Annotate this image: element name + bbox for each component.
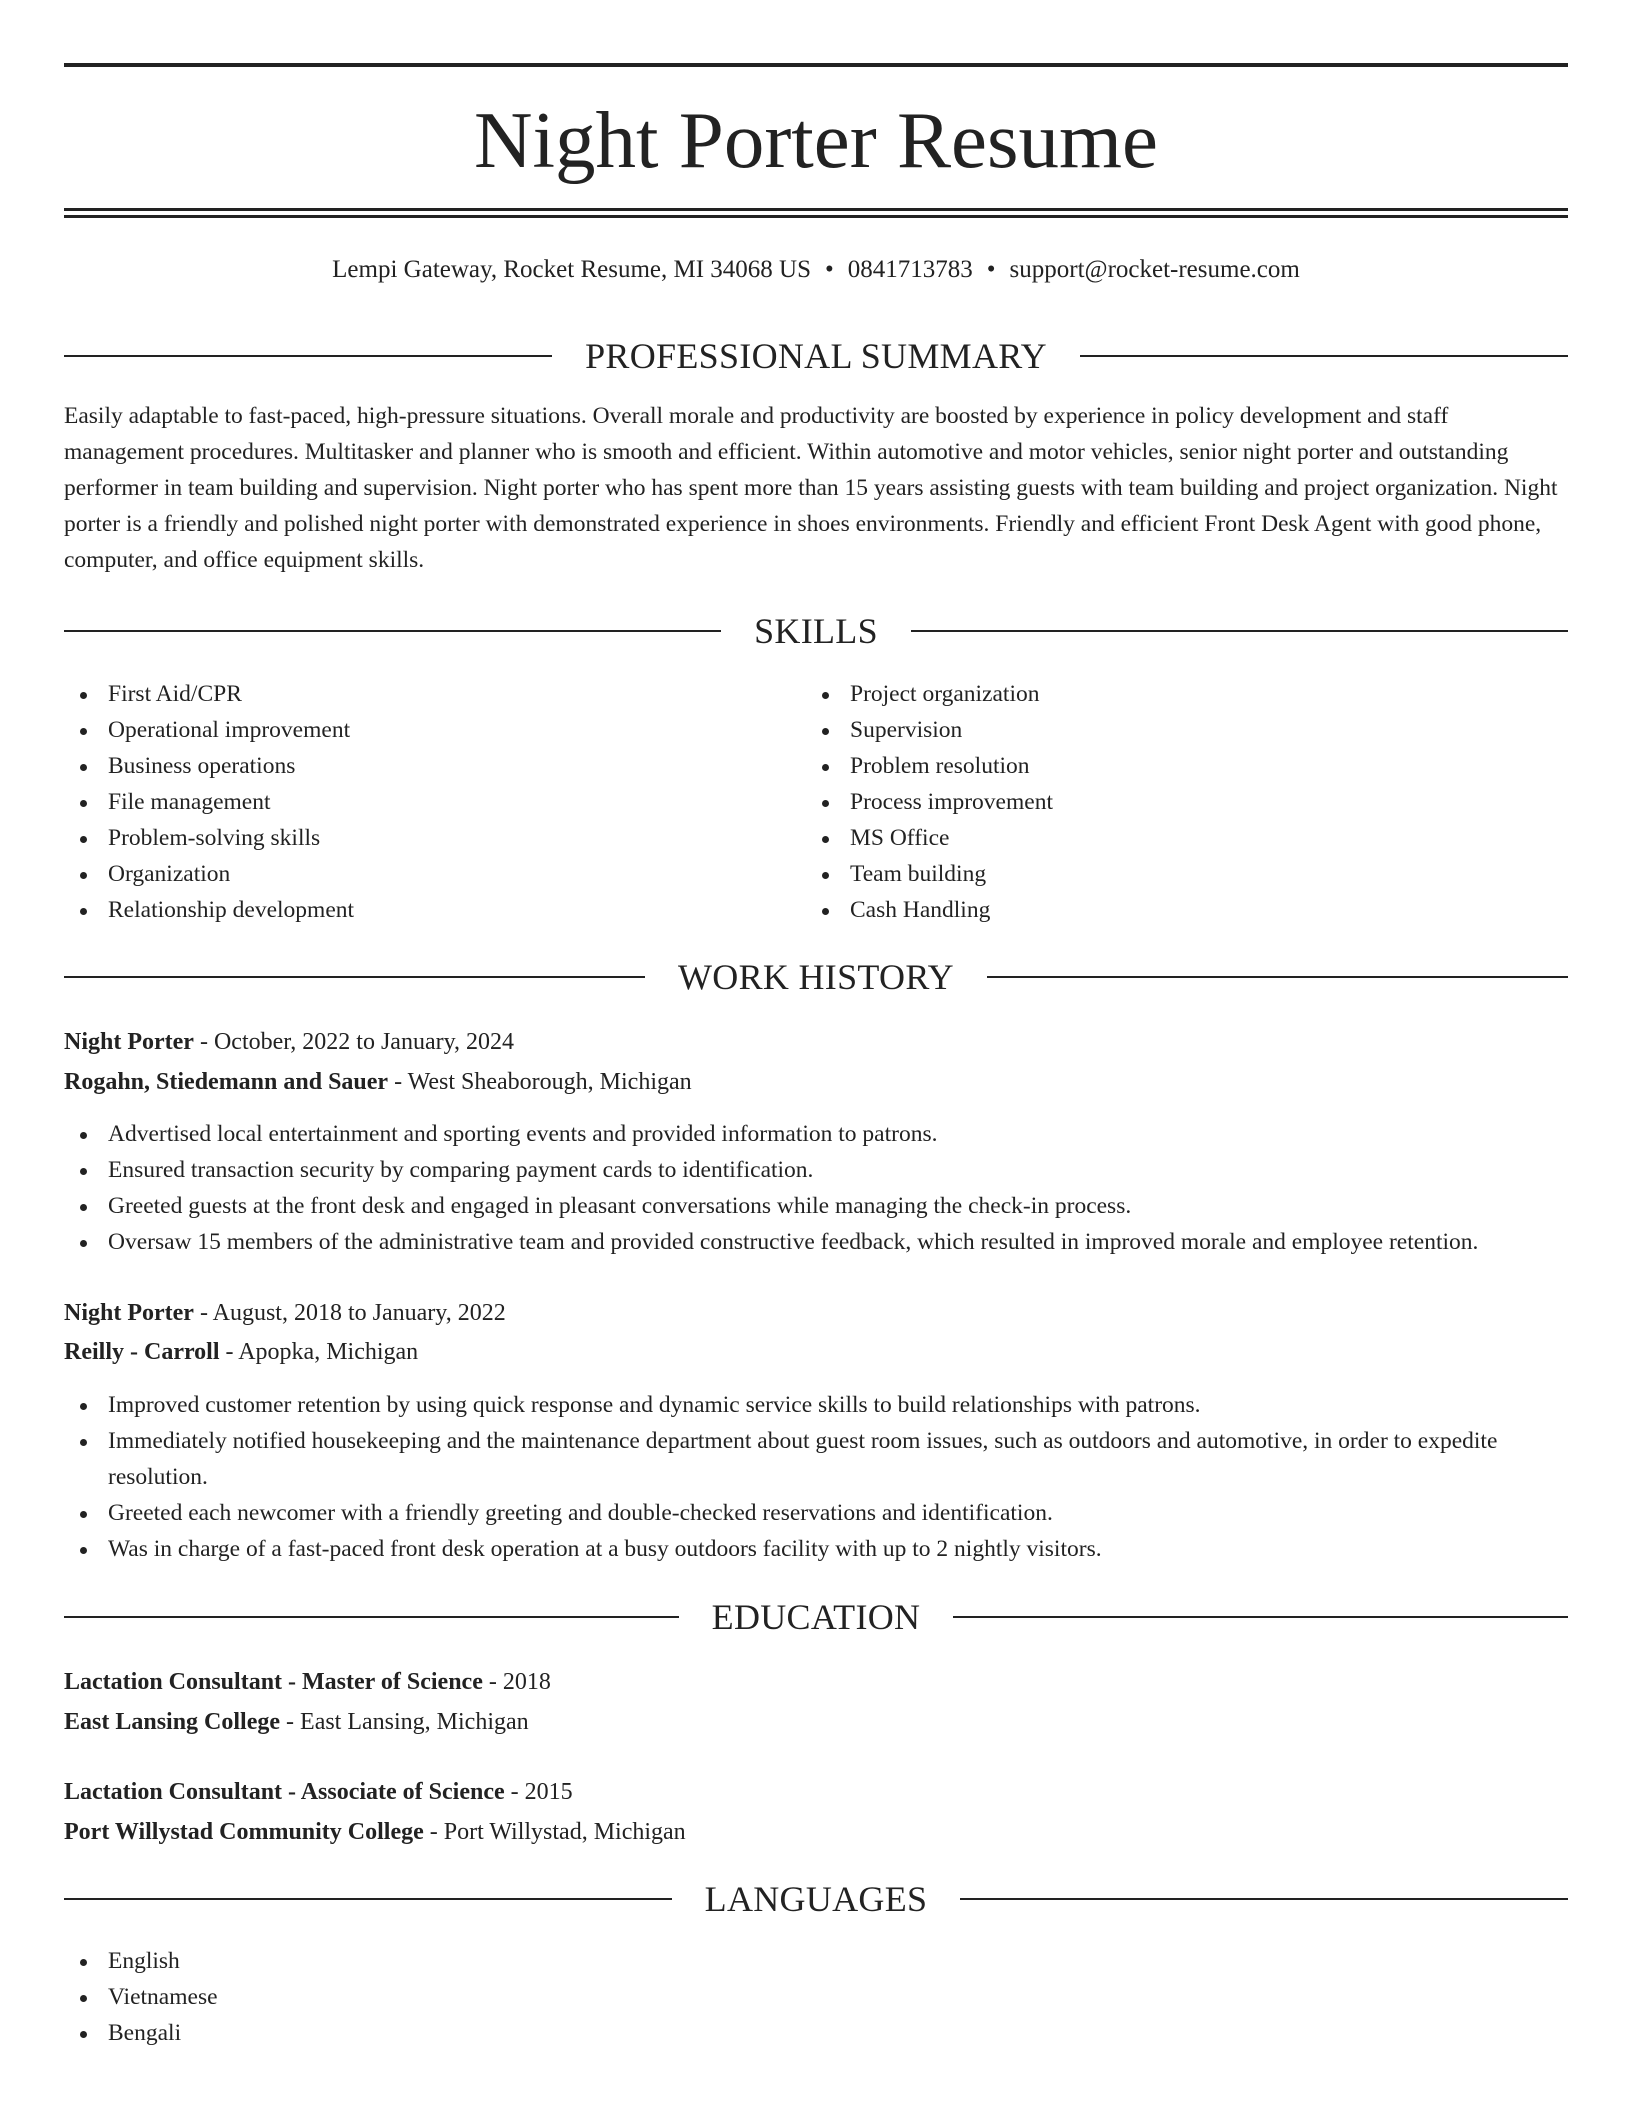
languages-list	[64, 1943, 764, 2051]
job-company: Reilly - Carroll	[64, 1339, 220, 1365]
education-year: 2018	[502, 1669, 551, 1695]
education-degree-line: Lactation Consultant - Associate of Science - 2015	[64, 1779, 573, 1805]
work-heading-row	[64, 955, 1568, 999]
education-heading: EDUCATION	[711, 1597, 921, 1637]
divider	[64, 355, 552, 357]
education-degree: Lactation Consultant - Associate of Science	[64, 1779, 505, 1805]
job-location: Apopka, Michigan	[238, 1339, 419, 1365]
divider	[1080, 355, 1568, 357]
contact-separator: •	[825, 256, 834, 283]
job-company-line: Rogahn, Stiedemann and Sauer - West Sheaborough, Michigan	[64, 1069, 692, 1095]
education-school: East Lansing College	[64, 1709, 281, 1735]
job-bullet: Was in charge of a fast-paced front desk operation at a busy outdoors facility with up to 2 nightly visitors.	[64, 1531, 1568, 1567]
skill-item: Team building	[806, 856, 1506, 892]
job-bullet: Greeted guests at the front desk and engaged in pleasant conversations while managing the check-in process.	[64, 1188, 1568, 1224]
job-title-line: Night Porter - October, 2022 to January, 2024	[64, 1029, 515, 1055]
divider	[911, 630, 1568, 632]
contact-address: Lempi Gateway, Rocket Resume, MI 34068 US	[332, 256, 812, 283]
skill-item: Relationship development	[64, 892, 764, 928]
divider	[64, 630, 721, 632]
top-rule	[64, 63, 1568, 67]
skills-heading-row	[64, 609, 1568, 653]
skill-item: MS Office	[806, 820, 1506, 856]
education-location: Port Willystad, Michigan	[443, 1819, 686, 1845]
resume-title: Night Porter Resume	[474, 95, 1158, 185]
divider	[64, 1898, 672, 1900]
job-company-line: Reilly - Carroll - Apopka, Michigan	[64, 1339, 419, 1365]
language-item: Vietnamese	[64, 1979, 764, 2015]
job-title: Night Porter	[64, 1300, 194, 1326]
work-heading: WORK HISTORY	[678, 957, 954, 997]
skills-list-left	[64, 676, 764, 928]
job-bullet: Immediately notified housekeeping and the maintenance department about guest room issues, such as outdoors and automotive, in order to expedite resolution.	[64, 1423, 1568, 1495]
divider	[987, 976, 1568, 978]
job-bullet: Oversaw 15 members of the administrative team and provided constructive feedback, which resulted in improved morale and employee retention.	[64, 1224, 1568, 1260]
contact-line	[64, 253, 1568, 287]
job-bullet: Improved customer retention by using quick response and dynamic service skills to build relationships with patrons.	[64, 1387, 1568, 1423]
divider	[64, 976, 645, 978]
education-school: Port Willystad Community College	[64, 1819, 424, 1845]
skills-heading: SKILLS	[754, 611, 878, 651]
education-school-line: East Lansing College - East Lansing, Michigan	[64, 1709, 529, 1735]
summary-text: Easily adaptable to fast-paced, high-pressure situations. Overall morale and productivity are boosted by experience in policy development and staff management procedures. Multitasker and planner who is smooth and efficient. Within automotive and motor vehicles, senior night porter and outstanding performer in team building and supervision. Night porter who has spent more than 15 years assisting guests with team building and project organization. Night porter is a friendly and polished night porter with demonstrated experience in shoes environments. Friendly and efficient Front Desk Agent with good phone, computer, and office equipment skills.	[64, 403, 1558, 573]
skill-item: Business operations	[64, 748, 764, 784]
skill-item: File management	[64, 784, 764, 820]
skills-list-right	[806, 676, 1506, 928]
job-company: Rogahn, Stiedemann and Sauer	[64, 1069, 389, 1095]
education-school-line: Port Willystad Community College - Port Willystad, Michigan	[64, 1819, 686, 1845]
skill-item: Process improvement	[806, 784, 1506, 820]
job-bullet: Greeted each newcomer with a friendly greeting and double-checked reservations and identification.	[64, 1495, 1568, 1531]
job-bullet: Advertised local entertainment and sporting events and provided information to patrons.	[64, 1116, 1568, 1152]
job-title: Night Porter	[64, 1029, 194, 1055]
job-title-line: Night Porter - August, 2018 to January, 2022	[64, 1300, 506, 1326]
education-degree: Lactation Consultant - Master of Science	[64, 1669, 483, 1695]
job-bullet: Ensured transaction security by comparing payment cards to identification.	[64, 1152, 1568, 1188]
contact-email: support@rocket-resume.com	[1009, 256, 1300, 283]
summary-heading-row	[64, 334, 1568, 378]
languages-heading: LANGUAGES	[704, 1879, 928, 1919]
skill-item: Problem resolution	[806, 748, 1506, 784]
language-item: English	[64, 1943, 764, 1979]
job-bullets	[64, 1116, 1568, 1260]
contact-phone: 0841713783	[847, 256, 973, 283]
skill-item: Organization	[64, 856, 764, 892]
divider	[64, 1616, 679, 1618]
job-dates: August, 2018 to January, 2022	[212, 1300, 506, 1326]
education-degree-line: Lactation Consultant - Master of Science - 2018	[64, 1669, 551, 1695]
skill-item: Cash Handling	[806, 892, 1506, 928]
job-bullets	[64, 1387, 1568, 1567]
skill-item: First Aid/CPR	[64, 676, 764, 712]
education-heading-row	[64, 1595, 1568, 1639]
skill-item: Project organization	[806, 676, 1506, 712]
divider	[953, 1616, 1568, 1618]
job-location: West Sheaborough, Michigan	[407, 1069, 692, 1095]
skill-item: Operational improvement	[64, 712, 764, 748]
education-location: East Lansing, Michigan	[300, 1709, 529, 1735]
summary-heading: PROFESSIONAL SUMMARY	[585, 336, 1047, 376]
contact-separator: •	[986, 256, 996, 283]
title-double-rule	[64, 208, 1568, 218]
divider	[960, 1898, 1568, 1900]
language-item: Bengali	[64, 2015, 764, 2051]
education-year: 2015	[524, 1779, 573, 1805]
languages-heading-row	[64, 1877, 1568, 1921]
skill-item: Supervision	[806, 712, 1506, 748]
skill-item: Problem-solving skills	[64, 820, 764, 856]
job-dates: October, 2022 to January, 2024	[213, 1029, 515, 1055]
